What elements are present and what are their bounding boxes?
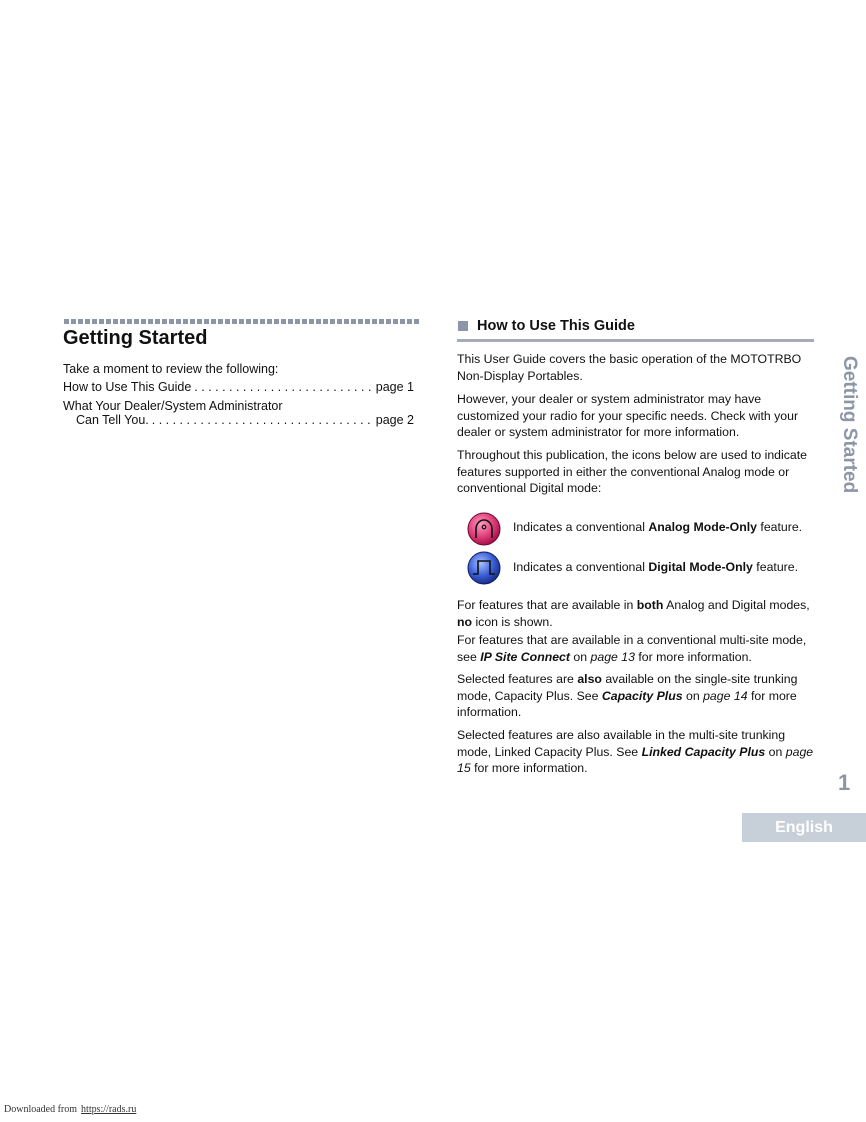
page-15-link[interactable]: page 15 [457,744,814,775]
paragraph-linked-capacity-plus: Selected features are also available in the multi-site trunking mode, Linked Capacity Plus. See Linked Capacity Plus on page 15 for more information. [457,728,814,775]
section-divider [64,319,420,324]
page-title: Getting Started [63,327,208,349]
footer-link[interactable]: https://rads.ru [81,1104,137,1115]
download-footer [4,1104,136,1115]
toc-entry-label-line1: What Your Dealer/System Administrator [63,399,283,413]
toc-leader [194,380,372,394]
digital-mode-caption: Indicates a conventional Digital Mode-Only feature. [513,560,799,574]
analog-mode-icon [467,512,501,546]
paragraph-capacity-plus: Selected features are also available on the single-site trunking mode, Capacity Plus. See Capacity Plus on page 14 for more information. [457,672,798,719]
linked-capacity-plus-link[interactable]: Linked Capacity Plus [641,744,766,759]
chapter-side-tab: Getting Started [839,356,860,494]
paragraph-customized: However, your dealer or system administrator may have customized your radio for your specific needs. Check with your dealer or system administrator for more information. [457,392,799,439]
toc-leader [152,413,373,427]
paragraph-both-modes: For features that are available in both Analog and Digital modes, no icon is shown. [457,598,810,629]
paragraph-icons-intro: Throughout this publication, the icons below are used to indicate features supported in either the conventional Analog mode or conventional Digital mode: [457,448,807,495]
analog-mode-caption: Indicates a conventional Analog Mode-Only feature. [513,520,803,534]
page-13-link[interactable]: page 13 [590,649,635,664]
ip-site-connect-link[interactable]: IP Site Connect [480,649,570,664]
language-tab: English [742,813,866,842]
paragraph-intro: This User Guide covers the basic operation of the MOTOTRBO Non-Display Portables. [457,352,802,383]
footer-label: Downloaded from [4,1104,78,1115]
paragraph-ip-site-connect: For features that are available in a conventional multi-site mode, see IP Site Connect on page 13 for more information. [457,633,807,664]
toc-page: page 2 [375,413,414,427]
toc-page: page 1 [375,380,414,394]
section-title: How to Use This Guide [477,318,635,334]
digital-mode-icon [467,551,501,585]
toc-entry-2[interactable] [63,399,414,427]
toc-entry-1[interactable] [63,380,414,394]
toc-entry-label: Can Tell You. [76,413,149,427]
section-rule [457,339,814,342]
toc-entry-label: How to Use This Guide [63,380,192,394]
intro-text: Take a moment to review the following: [63,362,279,376]
section-marker [458,321,468,331]
page-14-link[interactable]: page 14 [703,688,748,703]
capacity-plus-link[interactable]: Capacity Plus [601,688,683,703]
page-number: 1 [838,770,851,795]
